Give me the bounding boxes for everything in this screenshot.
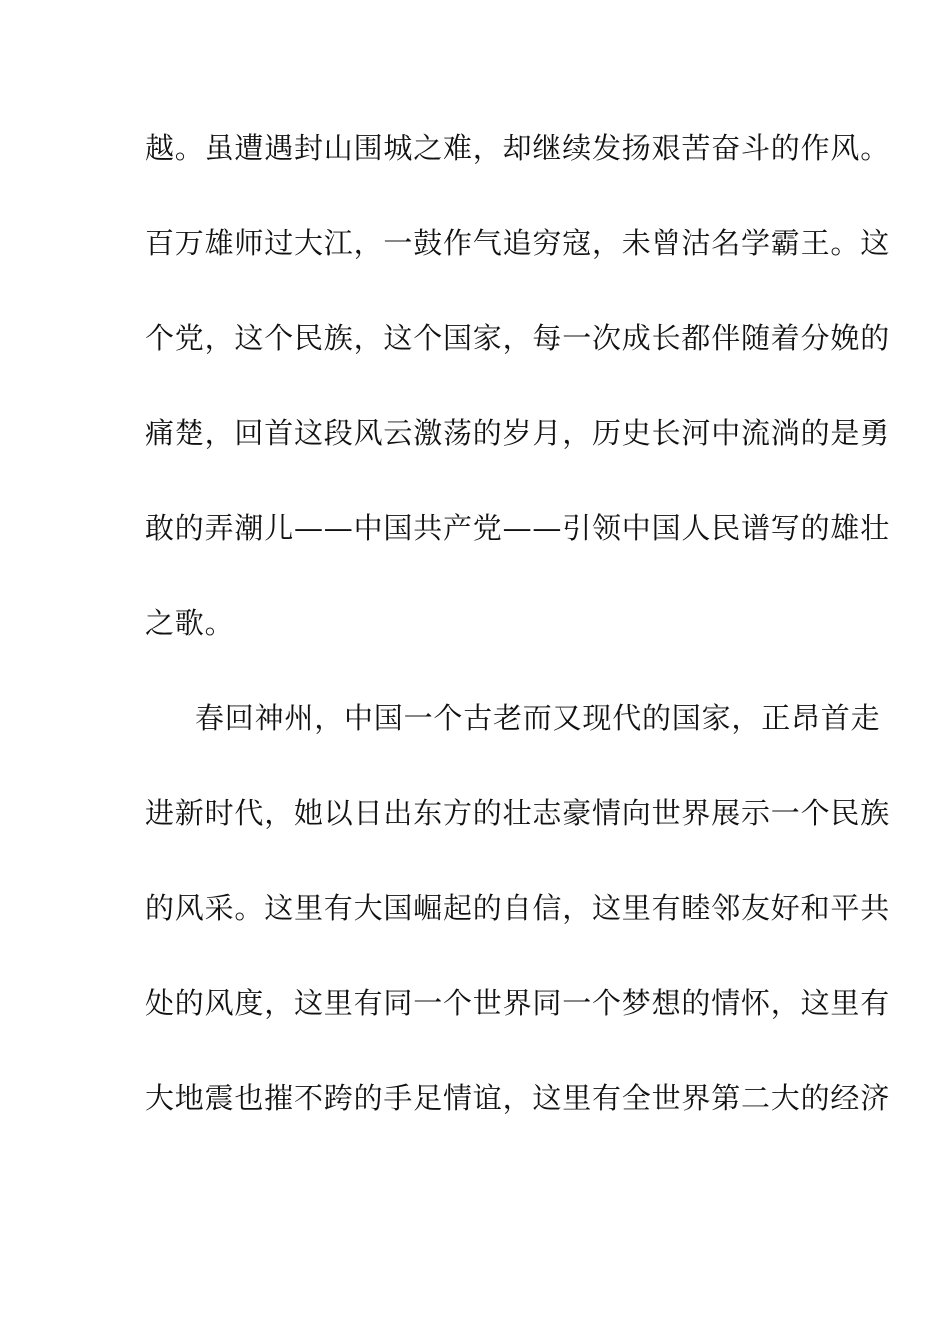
text-line: 痛楚，回首这段风云激荡的岁月，历史长河中流淌的是勇 (145, 416, 891, 450)
document-body (145, 128, 891, 1173)
text-line: 敢的弄潮儿——中国共产党——引领中国人民谱写的雄壮 (145, 511, 891, 545)
text-line: 大地震也摧不跨的手足情谊，这里有全世界第二大的经济 (145, 1081, 891, 1115)
paragraph-first-line: 春回神州，中国一个古老而又现代的国家，正昂首走 (195, 701, 881, 735)
text-line: 百万雄师过大江，一鼓作气追穷寇，未曾沽名学霸王。这 (145, 226, 891, 260)
text-line: 个党，这个民族，这个国家，每一次成长都伴随着分娩的 (145, 321, 891, 355)
text-line: 之歌。 (145, 606, 235, 640)
text-line: 进新时代，她以日出东方的壮志豪情向世界展示一个民族 (145, 796, 891, 830)
text-line: 越。虽遭遇封山围城之难，却继续发扬艰苦奋斗的作风。 (145, 131, 891, 165)
text-line: 处的风度，这里有同一个世界同一个梦想的情怀，这里有 (145, 986, 891, 1020)
text-line: 的风采。这里有大国崛起的自信，这里有睦邻友好和平共 (145, 891, 891, 925)
